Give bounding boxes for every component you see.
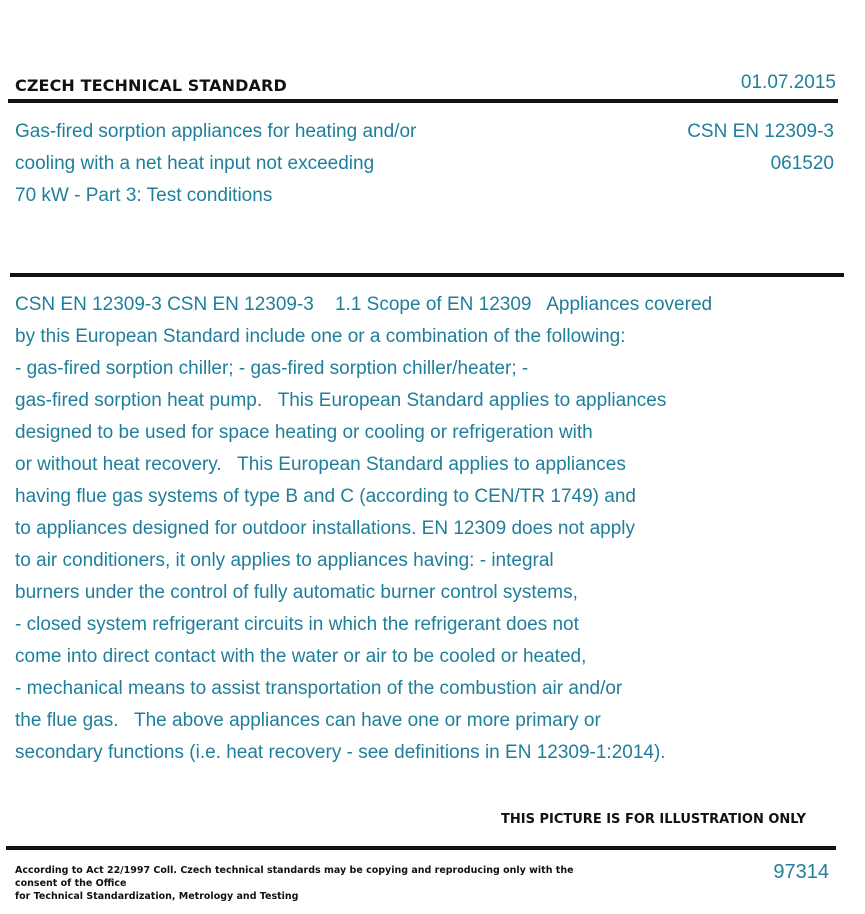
scope-text [15,289,835,769]
body-line: or without heat recovery. This European Standard applies to appliances [15,454,626,475]
body-line: having flue gas systems of type B and C (according to CEN/TR 1749) and [15,486,636,507]
body-line: burners under the control of fully automatic burner control systems, [15,582,578,603]
standard-codes [594,116,834,180]
middle-divider [10,273,844,277]
class-number: 061520 [770,153,834,174]
bottom-divider [6,846,836,850]
title-line: 70 kW - Part 3: Test conditions [15,185,273,206]
body-line: CSN EN 12309-3 CSN EN 12309-3 1.1 Scope of EN 12309 Appliances covered [15,294,713,315]
body-line: come into direct contact with the water or air to be cooled or heated, [15,646,587,667]
body-line: by this European Standard include one or a combination of the following: [15,326,626,347]
body-line: secondary functions (i.e. heat recovery - see definitions in EN 12309-1:2014). [15,742,666,763]
document-number: 97314 [773,861,829,883]
publication-date: 01.07.2015 [740,72,836,93]
body-line: - mechanical means to assist transportation of the combustion air and/or [15,678,623,699]
body-line: the flue gas. The above appliances can have one or more primary or [15,710,601,731]
title-line: cooling with a net heat input not exceeding [15,153,375,174]
body-line: to air conditioners, it only applies to appliances having: - integral [15,550,554,571]
body-line: gas-fired sorption heat pump. This European Standard applies to appliances [15,390,667,411]
standard-code: CSN EN 12309-3 [687,121,834,142]
top-divider [8,99,838,103]
body-line: - gas-fired sorption chiller; - gas-fired sorption chiller/heater; - [15,358,529,379]
body-line: - closed system refrigerant circuits in which the refrigerant does not [15,614,579,635]
body-line: to appliances designed for outdoor installations. EN 12309 does not apply [15,518,636,539]
illustration-disclaimer: THIS PICTURE IS FOR ILLUSTRATION ONLY [501,812,806,827]
legal-notice-line: for Technical Standardization, Metrology and Testing [15,891,299,902]
title-line: Gas-fired sorption appliances for heating and/or [15,121,417,142]
legal-notice-line: According to Act 22/1997 Coll. Czech technical standards may be copying and reproducing only with the consent of the Office [15,865,574,889]
body-line: designed to be used for space heating or cooling or refrigeration with [15,422,593,443]
standard-title [15,116,535,212]
document-header-label: CZECH TECHNICAL STANDARD [15,76,287,95]
legal-notice [15,864,615,903]
